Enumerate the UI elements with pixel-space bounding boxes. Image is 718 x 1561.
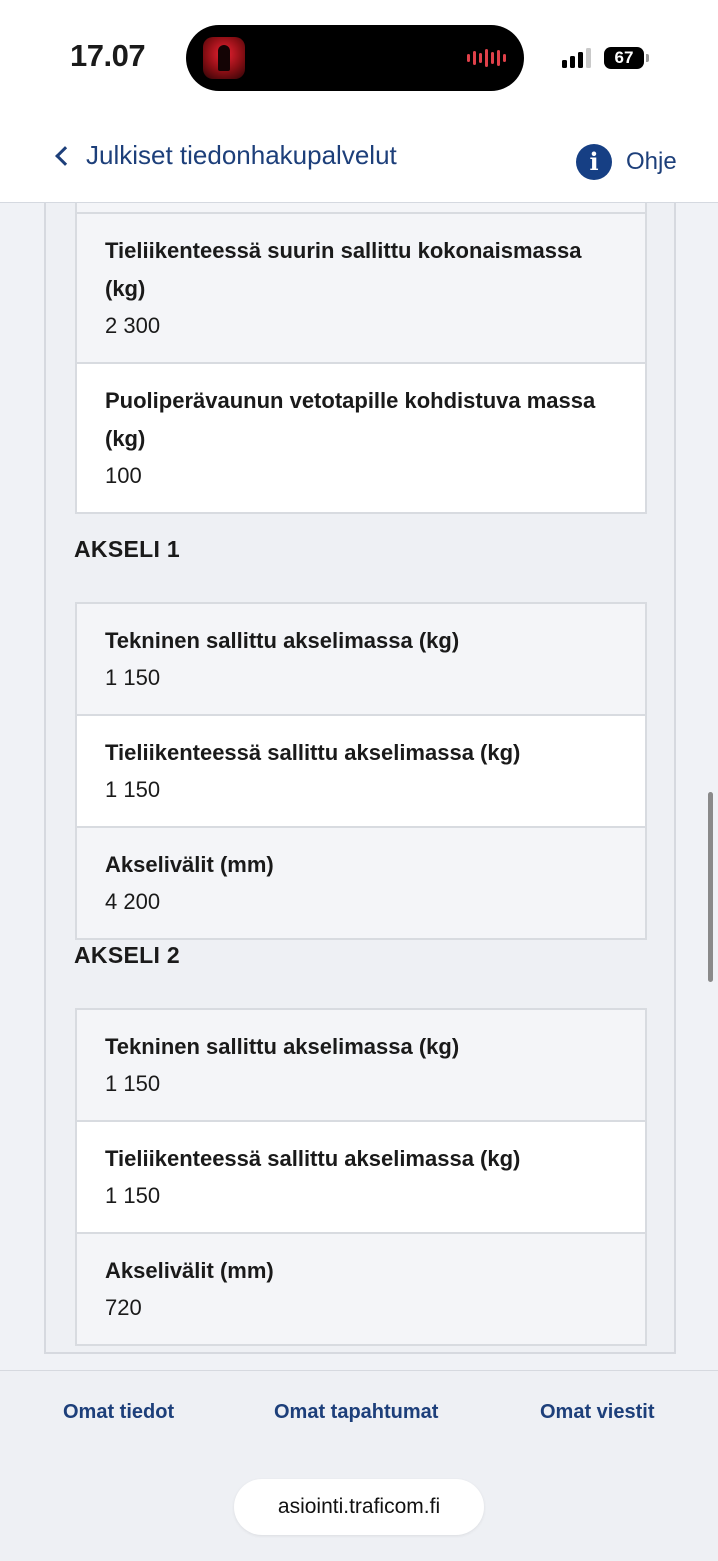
axle-2-card <box>75 1008 647 1346</box>
info-label: Akselivälit (mm) <box>105 1258 274 1283</box>
info-label: Tieliikenteessä sallittu akselimassa (kg) <box>105 740 521 765</box>
status-time: 17.07 <box>70 38 146 73</box>
tab-omat-viestit[interactable]: Omat viestit <box>540 1401 655 1423</box>
info-row <box>77 1232 645 1344</box>
tab-omat-tiedot[interactable]: Omat tiedot <box>63 1401 175 1423</box>
info-value: 2 300 <box>105 313 161 338</box>
status-bar <box>0 0 718 110</box>
now-playing-app-icon[interactable] <box>203 37 245 79</box>
info-row-partial <box>77 202 645 212</box>
info-value: 1 150 <box>105 777 161 802</box>
audio-waveform-icon <box>467 48 506 68</box>
info-row <box>77 826 645 938</box>
axle-1-heading: AKSELI 1 <box>74 536 180 562</box>
info-icon: i <box>576 144 612 180</box>
mass-info-card <box>75 202 647 514</box>
info-value: 720 <box>105 1295 142 1320</box>
info-row <box>77 714 645 826</box>
info-label: Akselivälit (mm) <box>105 852 274 877</box>
chevron-left-icon <box>55 146 75 166</box>
info-label: Tieliikenteessä suurin sallittu kokonaismassa (kg) <box>105 238 582 301</box>
info-label: Tekninen sallittu akselimassa (kg) <box>105 628 460 653</box>
info-row <box>77 362 645 512</box>
info-value: 100 <box>105 463 142 488</box>
vehicle-details-panel <box>44 202 676 1354</box>
info-value: 4 200 <box>105 889 161 914</box>
info-value: 1 150 <box>105 665 161 690</box>
axle-1-card <box>75 602 647 940</box>
help-button[interactable] <box>576 144 677 180</box>
info-row <box>77 1120 645 1232</box>
cellular-signal-icon <box>562 48 591 68</box>
info-row <box>77 1010 645 1120</box>
nav-header <box>0 110 718 203</box>
info-value: 1 150 <box>105 1183 161 1208</box>
tab-omat-tapahtumat[interactable]: Omat tapahtumat <box>274 1401 439 1423</box>
back-button[interactable] <box>52 140 397 171</box>
info-label: Tekninen sallittu akselimassa (kg) <box>105 1034 460 1059</box>
content-area[interactable] <box>0 202 718 1370</box>
battery-cap <box>646 54 649 62</box>
dynamic-island[interactable] <box>186 25 524 91</box>
info-value: 1 150 <box>105 1071 161 1096</box>
bottom-nav <box>0 1370 718 1561</box>
info-label: Puoliperävaunun vetotapille kohdistuva massa (kg) <box>105 388 596 451</box>
battery-icon: 67 <box>604 47 644 69</box>
info-row <box>77 212 645 362</box>
info-row <box>77 604 645 714</box>
back-label: Julkiset tiedonhakupalvelut <box>86 140 397 170</box>
help-label: Ohje <box>626 148 677 175</box>
axle-2-heading: AKSELI 2 <box>74 942 180 968</box>
browser-url-bar[interactable]: asiointi.traficom.fi <box>234 1479 484 1535</box>
scrollbar[interactable] <box>708 792 713 982</box>
info-label: Tieliikenteessä sallittu akselimassa (kg) <box>105 1146 521 1171</box>
